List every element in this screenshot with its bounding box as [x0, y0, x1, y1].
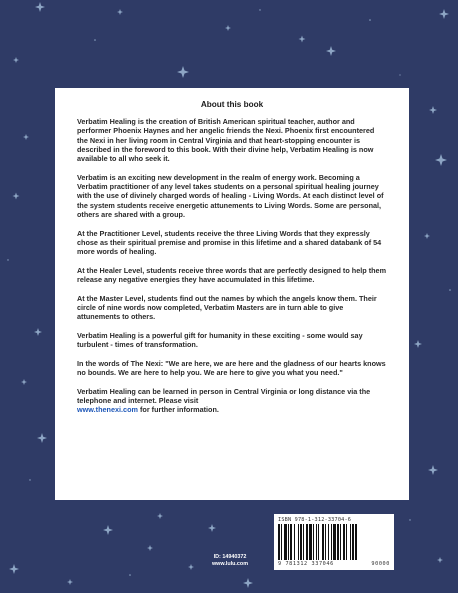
star-icon: [13, 193, 20, 200]
star-icon: [243, 578, 253, 588]
star-icon: [326, 46, 336, 56]
star-icon: [439, 9, 449, 19]
paragraph-master: At the Master Level, students find out the names by which the angels know them. Their circle of nine words now completed, Verbatim Masters are in turn able to give attunements to others.: [77, 293, 377, 322]
barcode-bar: [303, 524, 304, 560]
star-icon: [208, 524, 216, 532]
star-icon: [117, 9, 123, 15]
star-icon: [177, 66, 189, 78]
star-icon: [428, 465, 438, 475]
barcode-bar: [322, 524, 324, 560]
star-icon: [435, 154, 447, 166]
barcode-bar: [309, 524, 312, 560]
star-icon: [37, 433, 47, 443]
barcode-bar: [281, 524, 282, 560]
star-icon: [429, 106, 437, 114]
website-link[interactable]: www.thenexi.com: [77, 405, 138, 415]
paragraph-nexi-quote: In the words of The Nexi: "We are here, we are here and the gladness of our hearts knows no bounds. We are here to help you. We are here to give you what you need.": [77, 358, 386, 378]
barcode-bar: [313, 524, 314, 560]
paragraph-healer: At the Healer Level, students receive three words that are perfectly designed to help them release any negative energies they have accumulated in this lifetime.: [77, 265, 387, 285]
star-icon: [67, 579, 73, 585]
panel-heading: About this book: [200, 100, 264, 109]
barcode-bar: [333, 524, 336, 560]
about-panel: [55, 88, 409, 500]
paragraph-verbatim: Verbatim is an exciting new development in the realm of energy work. Becoming a Verbatim practitioner of any level takes students on a personal spiritual healing journey with the use of divinely charged words of healing - Living Words. At each distinct level of the system students receive energetic attunements to Living Words. Some are personal, others are shared with a group.: [77, 172, 384, 219]
barcode-bar: [328, 524, 329, 560]
star-icon: [103, 525, 113, 535]
paragraph-contact: [77, 387, 387, 415]
publisher-site: www.lulu.com: [211, 561, 249, 567]
star-icon: [225, 25, 231, 31]
star-icon: [157, 513, 163, 519]
barcode-number: 9 781312 337046: [278, 561, 334, 567]
star-icon: [35, 2, 45, 12]
paragraph-intro: Verbatim Healing is the creation of British American spiritual teacher, author and performer Phoenix Haynes and her angelic friends the Nexi. Phoenix first encountered the Nexi in her living room in Central Virginia and that heart-stopping encounter is described in the foreword to this book. With their divine help, Verbatim Healing is now available to all who seek it.: [77, 117, 375, 164]
paragraph-practitioner: At the Practitioner Level, students receive the three Living Words that they expressly chose as their spiritual premise and promise in this lifetime and a shared databank of 54 more words of healing.: [77, 228, 382, 257]
barcode-bar: [343, 524, 345, 560]
publisher-info: [200, 554, 260, 568]
star-icon: [437, 557, 443, 563]
paragraph-gift: Verbatim Healing is a powerful gift for humanity in these exciting - some would say turbulent - times of transformation.: [77, 330, 363, 350]
barcode-bar: [331, 524, 332, 560]
barcode-bar: [316, 524, 317, 560]
isbn-label: ISBN 978-1-312-33704-6: [278, 517, 352, 523]
star-icon: [34, 328, 42, 336]
star-icon: [147, 545, 153, 551]
barcode-bar: [300, 524, 302, 560]
barcode-bar: [290, 524, 292, 560]
barcode-bar: [288, 524, 289, 560]
star-icon: [414, 340, 422, 348]
barcode-bar: [350, 524, 351, 560]
isbn-barcode: [274, 514, 394, 570]
barcode-digits: [278, 561, 390, 567]
barcode-bar: [294, 524, 295, 560]
barcode-bar: [346, 524, 347, 560]
contact-text: Verbatim Healing can be learned in person in Central Virginia or long distance via the telephone and internet. Please visit: [77, 386, 371, 405]
barcode-bar: [284, 524, 287, 560]
star-icon: [299, 36, 306, 43]
barcode-bar: [340, 524, 341, 560]
barcode-bar: [355, 524, 357, 560]
publisher-id: ID: 14940372: [213, 554, 247, 560]
barcode-bar: [306, 524, 308, 560]
star-icon: [424, 233, 430, 239]
barcode-bar: [337, 524, 339, 560]
barcode-bar: [318, 524, 319, 560]
contact-suffix: for further information.: [139, 405, 219, 415]
star-icon: [21, 379, 27, 385]
barcode-bars: [278, 524, 390, 560]
barcode-bar: [352, 524, 354, 560]
barcode-bar: [298, 524, 299, 560]
star-icon: [23, 134, 29, 140]
star-icon: [13, 57, 19, 63]
barcode-bar: [278, 524, 280, 560]
barcode-bar: [325, 524, 326, 560]
price-code: 90000: [371, 561, 390, 567]
star-icon: [9, 564, 19, 574]
star-icon: [188, 564, 194, 570]
